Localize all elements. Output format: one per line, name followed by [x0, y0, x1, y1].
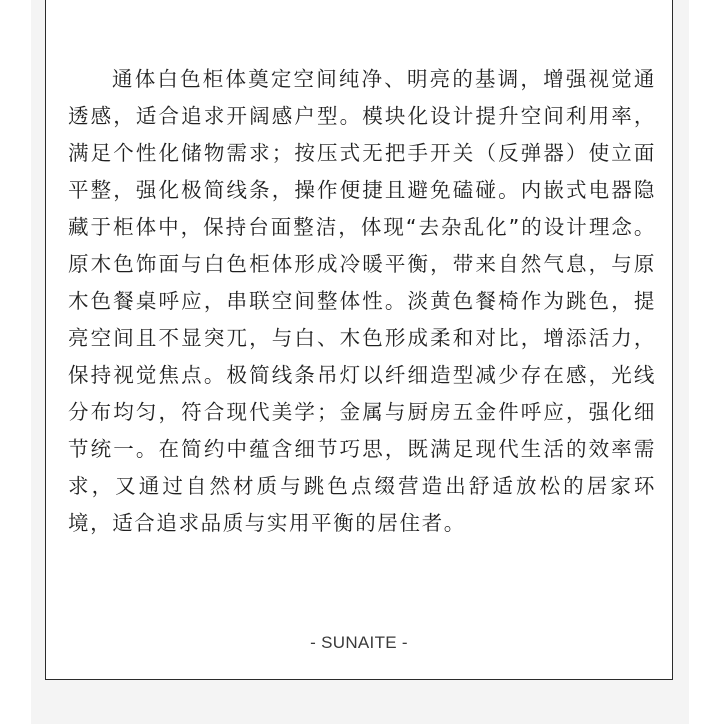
brand-signature: - SUNAITE -	[310, 633, 408, 652]
text-card	[45, 0, 673, 680]
body-paragraph: 通体白色柜体奠定空间纯净、明亮的基调，增强视觉通透感，适合追求开阔感户型。模块化设计提升空间利用率，满足个性化储物需求；按压式无把手开关（反弹器）使立面平整，强化极简线条，操作便捷且避免磕碰。内嵌式电器隐藏于柜体中，保持台面整洁，体现“去杂乱化”的设计理念。原木色饰面与白色柜体形成冷暖平衡，带来自然气息，与原木色餐桌呼应，串联空间整体性。淡黄色餐椅作为跳色，提亮空间且不显突兀，与白、木色形成柔和对比，增添活力，保持视觉焦点。极简线条吊灯以纤细造型减少存在感，光线分布均匀，符合现代美学；金属与厨房五金件呼应，强化细节统一。在简约中蕴含细节巧思，既满足现代生活的效率需求，又通过自然材质与跳色点缀营造出舒适放松的居家环境，适合追求品质与实用平衡的居住者。	[68, 67, 656, 535]
